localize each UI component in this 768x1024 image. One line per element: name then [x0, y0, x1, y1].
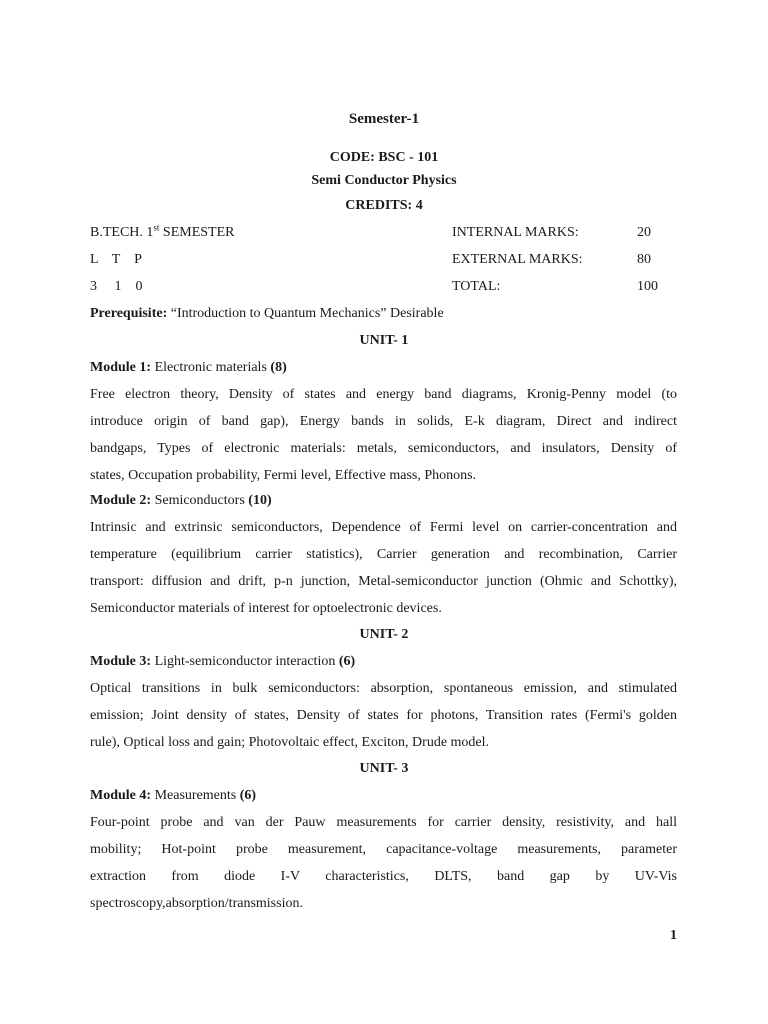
module-4-label: Module 4:	[90, 788, 152, 803]
module-1-line: bandgaps, Types of electronic materials: metals, semiconductors, and insulators, Density of	[90, 441, 677, 456]
ltp-header: L T P	[90, 252, 142, 267]
module-4-line: spectroscopy,absorption/transmission.	[90, 896, 303, 911]
module-2-line: temperature (equilibrium carrier statistics), Carrier generation and recombination, Carrier	[90, 547, 677, 562]
btech-label: B.TECH. 1	[90, 225, 154, 240]
module-2-body	[90, 514, 677, 622]
prerequisite-text: “Introduction to Quantum Mechanics” Desirable	[167, 306, 444, 321]
module-3-body	[90, 675, 677, 756]
module-1-line: introduce origin of band gap), Energy bands in solids, E-k diagram, Direct and indirect	[90, 414, 677, 429]
semester-heading: Semester-1	[348, 111, 420, 127]
module-2-line: Intrinsic and extrinsic semiconductors, Dependence of Fermi level on carrier-concentration and	[90, 520, 677, 535]
semester-info	[90, 224, 234, 242]
module-4-heading	[90, 787, 256, 805]
module-3-label: Module 3:	[90, 654, 152, 669]
module-4-line: Four-point probe and van der Pauw measurements for carrier density, resistivity, and hall	[90, 815, 677, 830]
prerequisite	[90, 305, 444, 323]
module-3-line: Optical transitions in bulk semiconductors: absorption, spontaneous emission, and stimulated	[90, 681, 677, 696]
module-2-heading	[90, 492, 272, 510]
module-3-hours: (6)	[338, 654, 356, 669]
ltp-values: 3 1 0	[90, 279, 143, 294]
prerequisite-label: Prerequisite:	[90, 306, 168, 321]
internal-marks-value: 20	[637, 225, 651, 240]
external-marks-label: EXTERNAL MARKS:	[452, 252, 583, 267]
unit-1-heading: UNIT- 1	[359, 333, 409, 348]
course-credits: CREDITS: 4	[345, 198, 423, 213]
module-4-line: extraction from diode I-V characteristics, DLTS, band gap by UV-Vis	[90, 869, 677, 884]
module-1-body	[90, 381, 677, 489]
module-2-line: transport: diffusion and drift, p-n junction, Metal-semiconductor junction (Ohmic and Schottky),	[90, 574, 677, 589]
course-code: CODE: BSC - 101	[329, 150, 439, 165]
module-2-hours: (10)	[248, 493, 272, 508]
module-3-line: emission; Joint density of states, Density of states for photons, Transition rates (Fermi's golden	[90, 708, 677, 723]
module-2-label: Module 2:	[90, 493, 152, 508]
module-4-hours: (6)	[239, 788, 257, 803]
module-4-body	[90, 809, 677, 917]
module-2-title: Semiconductors	[151, 493, 249, 508]
module-3-line: rule), Optical loss and gain; Photovoltaic effect, Exciton, Drude model.	[90, 735, 490, 750]
module-4-title: Measurements	[151, 788, 240, 803]
module-4-line: mobility; Hot-point probe measurement, capacitance-voltage measurements, parameter	[90, 842, 677, 857]
module-1-label: Module 1:	[90, 360, 152, 375]
total-marks-value: 100	[637, 279, 658, 294]
module-1-line: Free electron theory, Density of states and energy band diagrams, Kronig-Penny model (to	[90, 387, 677, 402]
internal-marks-label: INTERNAL MARKS:	[452, 225, 579, 240]
unit-3-heading: UNIT- 3	[359, 761, 409, 776]
module-2-line: Semiconductor materials of interest for optoelectronic devices.	[90, 601, 442, 616]
module-3-title: Light-semiconductor interaction	[151, 654, 339, 669]
module-1-line: states, Occupation probability, Fermi level, Effective mass, Phonons.	[90, 468, 477, 483]
module-3-heading	[90, 653, 355, 671]
external-marks-value: 80	[637, 252, 651, 267]
module-1-hours: (8)	[270, 360, 287, 375]
course-title: Semi Conductor Physics	[311, 173, 457, 188]
module-1-heading	[90, 359, 287, 377]
page-number: 1	[670, 928, 677, 943]
total-marks-label: TOTAL:	[452, 279, 501, 294]
unit-2-heading: UNIT- 2	[359, 627, 409, 642]
btech-suffix: SEMESTER	[159, 225, 235, 240]
module-1-title: Electronic materials	[151, 360, 271, 375]
btech-superscript: st	[153, 222, 160, 233]
